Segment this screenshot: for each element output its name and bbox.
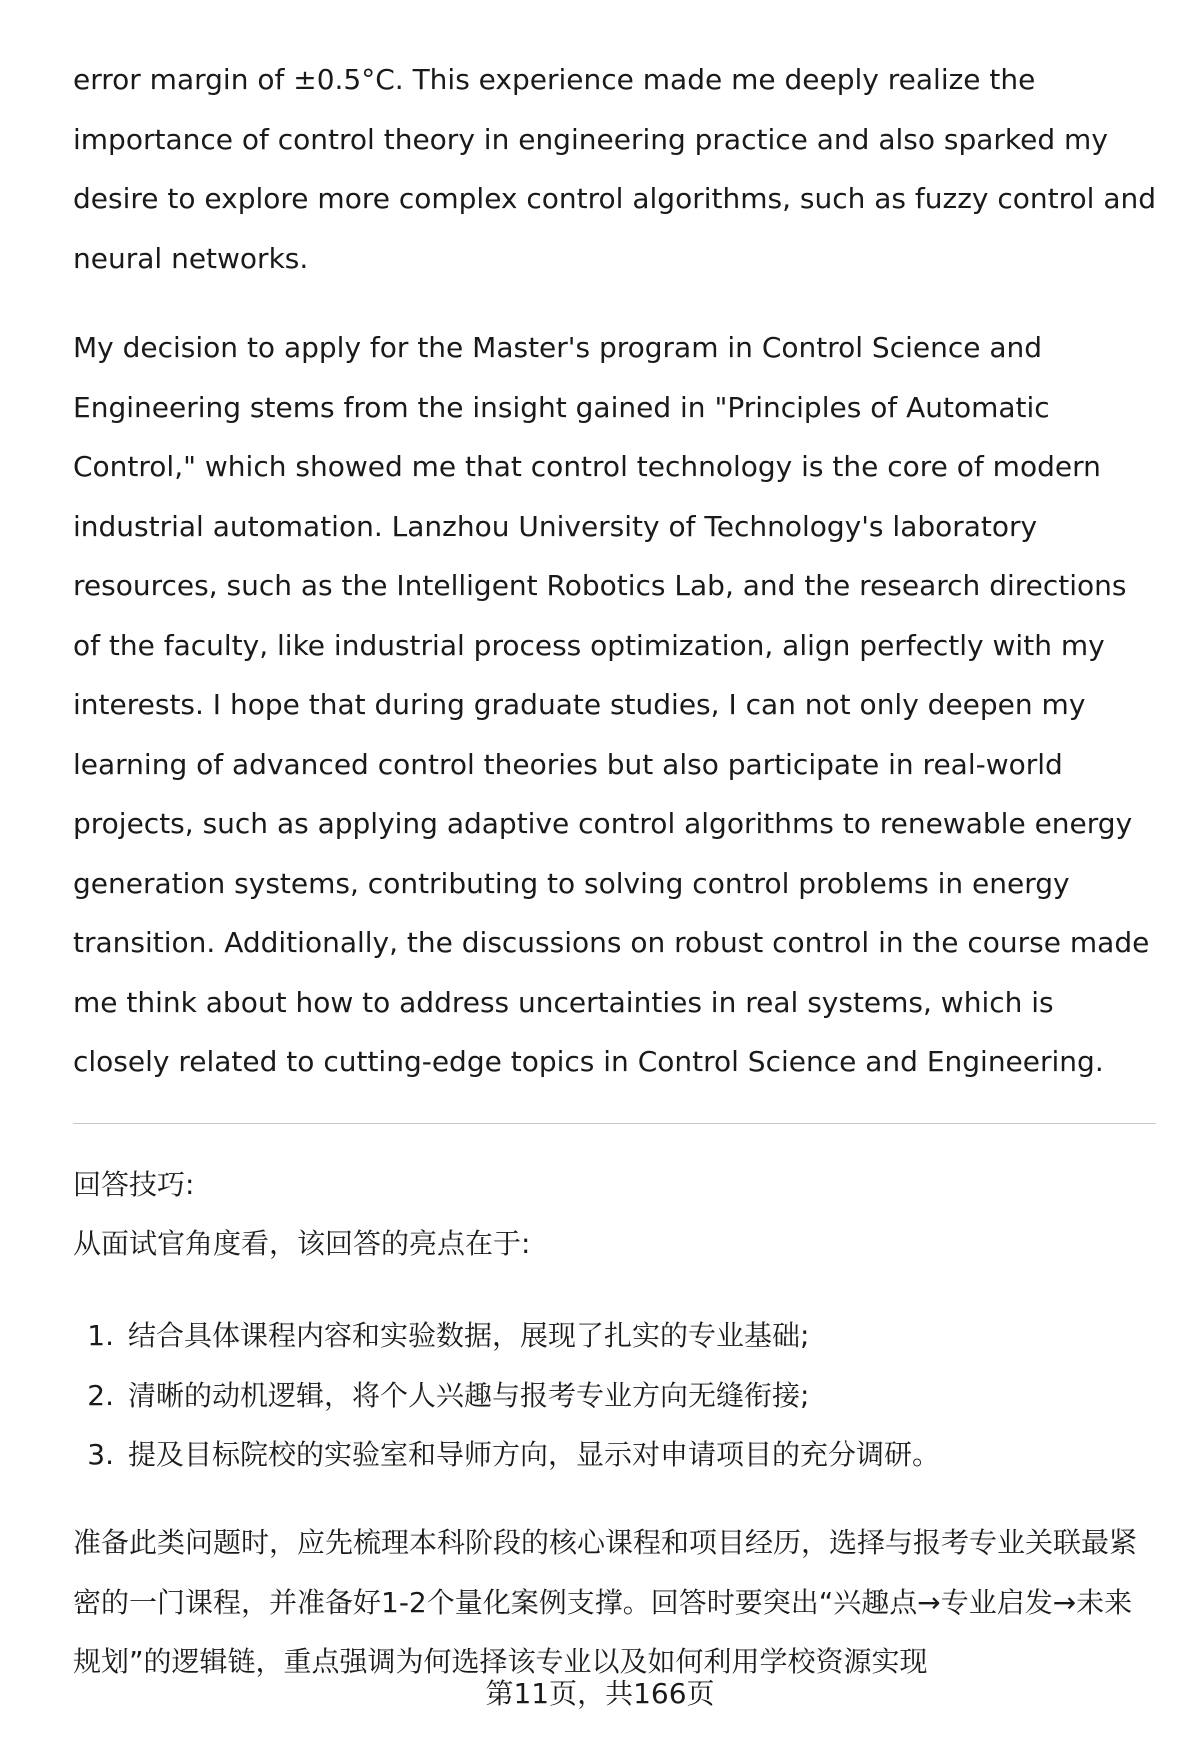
advice-paragraph: 准备此类问题时，应先梳理本科阶段的核心课程和项目经历，选择与报考专业关联最紧密的一门课程，并准备好1-2个量化案例支撑。回答时要突出“兴趣点→专业启发→未来规划”的逻辑链，重点强调为何选择该专业以及如何利用学校资源实现 xyxy=(73,1526,1138,1678)
list-number: 2. xyxy=(87,1378,114,1412)
list-number: 1. xyxy=(87,1319,114,1352)
list-item xyxy=(73,1306,940,1366)
list-item xyxy=(73,1366,940,1426)
answer-paragraph-1: error margin of ±0.5°C. This experience made me deeply realize the importance of control theory in engineering practice and also sparked my desire to explore more complex control algorithms, such as fuzzy control and neural networks. xyxy=(73,63,1157,275)
list-text: 清晰的动机逻辑，将个人兴趣与报考专业方向无缝衔接; xyxy=(128,1378,810,1412)
section-divider xyxy=(73,1123,1156,1124)
page-number: 第11页，共166页 xyxy=(485,1677,715,1710)
list-text: 提及目标院校的实验室和导师方向，显示对申请项目的充分调研。 xyxy=(128,1438,941,1471)
list-number: 3. xyxy=(87,1438,114,1471)
list-item xyxy=(73,1425,940,1485)
highlights-list xyxy=(73,1306,940,1485)
tips-intro: 从面试官角度看，该回答的亮点在于: xyxy=(73,1227,531,1260)
tips-heading: 回答技巧: xyxy=(73,1168,195,1201)
answer-paragraph-2: My decision to apply for the Master's program in Control Science and Engineering stems from the insight gained in "Principles of Automatic Control," which showed me that control technology is the core of modern industrial automation. Lanzhou University of Technology's laboratory resources, such as the Intelligent Robotics Lab, and the research directions of the faculty, like industrial process optimization, align perfectly with my interests. I hope that during graduate studies, I can not only deepen my learning of advanced control theories but also participate in real-world projects, such as applying adaptive control algorithms to renewable energy generation systems, contributing to solving control problems in energy transition. Additionally, the discussions on robust control in the course made me think about how to address uncertainties in real systems, which is closely related to cutting-edge topics in Control Science and Engineering. xyxy=(73,331,1150,1078)
list-text: 结合具体课程内容和实验数据，展现了扎实的专业基础; xyxy=(128,1319,810,1352)
